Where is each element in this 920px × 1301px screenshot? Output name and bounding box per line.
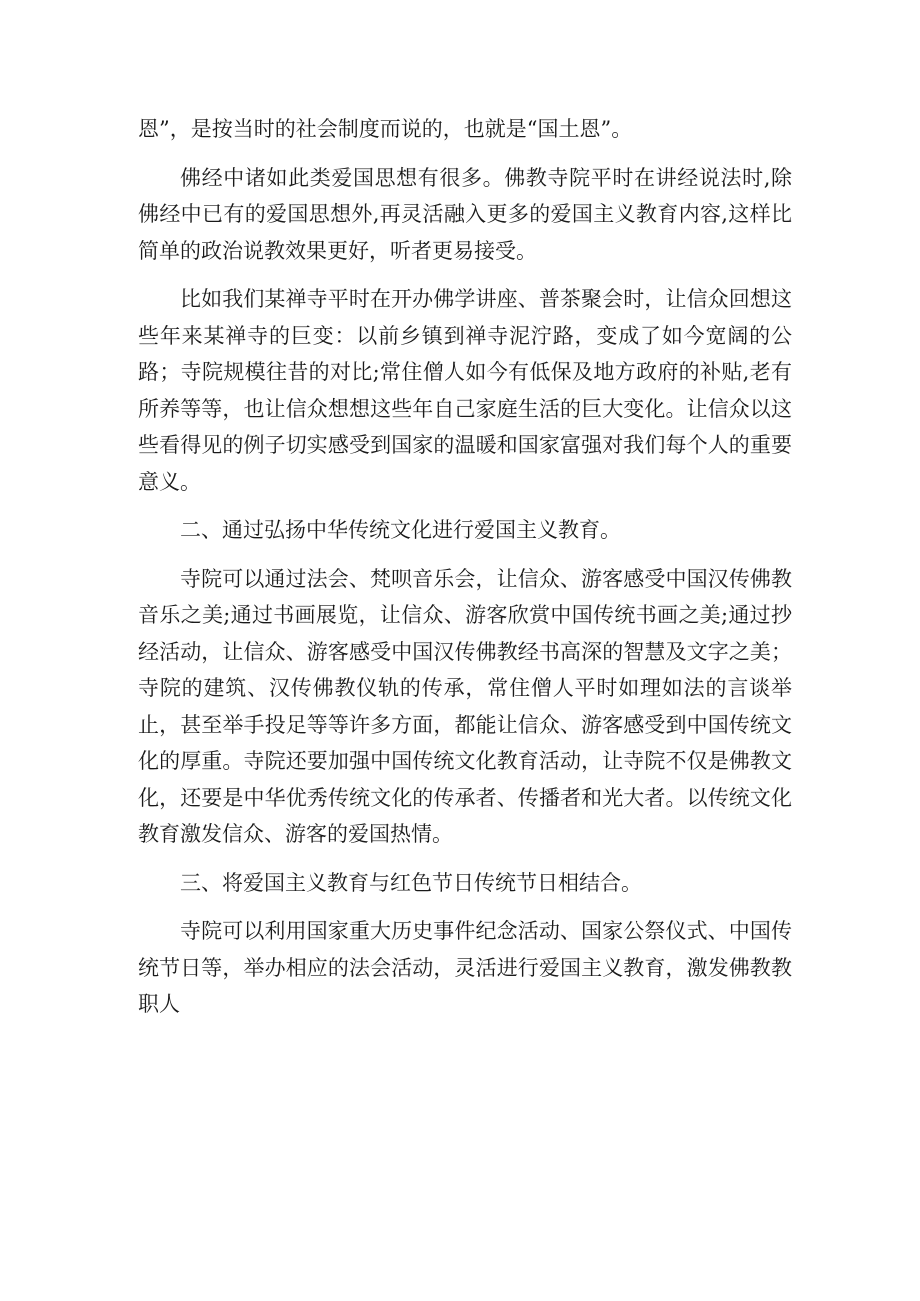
paragraph-sutra-patriotism: 佛经中诸如此类爱国思想有很多。佛教寺院平时在讲经说法时,除佛经中已有的爱国思想外,再灵活融入更多的爱国主义教育内容,这样比简单的政治说教效果更好，听者更易接受。 bbox=[138, 165, 792, 263]
paragraph-temple-example: 比如我们某禅寺平时在开办佛学讲座、普茶聚会时，让信众回想这些年来某禅寺的巨变：以前乡镇到禅寺泥泞路，变成了如今宽阔的公路；寺院规模往昔的对比;常住僧人如今有低保及地方政府的补贴,老有所养等等，也让信众想想这些年自己家庭生活的巨大变化。让信众以这些看得见的例子切实感受到国家的温暖和国家富强对我们每个人的重要意义。 bbox=[138, 287, 792, 494]
paragraph-continuation: 恩”，是按当时的社会制度而说的，也就是“国土恩”。 bbox=[138, 117, 633, 141]
section-heading-festivals: 三、将爱国主义教育与红色节日传统节日相结合。 bbox=[180, 870, 642, 895]
document-body bbox=[138, 111, 792, 1023]
section-heading-traditional-culture: 二、通过弘扬中华传统文化进行爱国主义教育。 bbox=[180, 518, 621, 542]
paragraph-traditional-culture: 寺院可以通过法会、梵呗音乐会，让信众、游客感受中国汉传佛教音乐之美;通过书画展览，让信众、游客欣赏中国传统书画之美;通过抄经活动，让信众、游客感受中国汉传佛教经书高深的智慧及文字之美；寺院的建筑、汉传佛教仪轨的传承，常住僧人平时如理如法的言谈举止，甚至举手投足等等许多方面，都能让信众、游客感受到中国传统文化的厚重。寺院还要加强中国传统文化教育活动，让寺院不仅是佛教文化，还要是中华优秀传统文化的传承者、传播者和光大者。以传统文化教育激发信众、游客的爱国热情。 bbox=[138, 566, 792, 846]
paragraph-festivals: 寺院可以利用国家重大历史事件纪念活动、国家公祭仪式、中国传统节日等，举办相应的法会活动，灵活进行爱国主义教育，激发佛教教职人 bbox=[138, 919, 792, 1016]
